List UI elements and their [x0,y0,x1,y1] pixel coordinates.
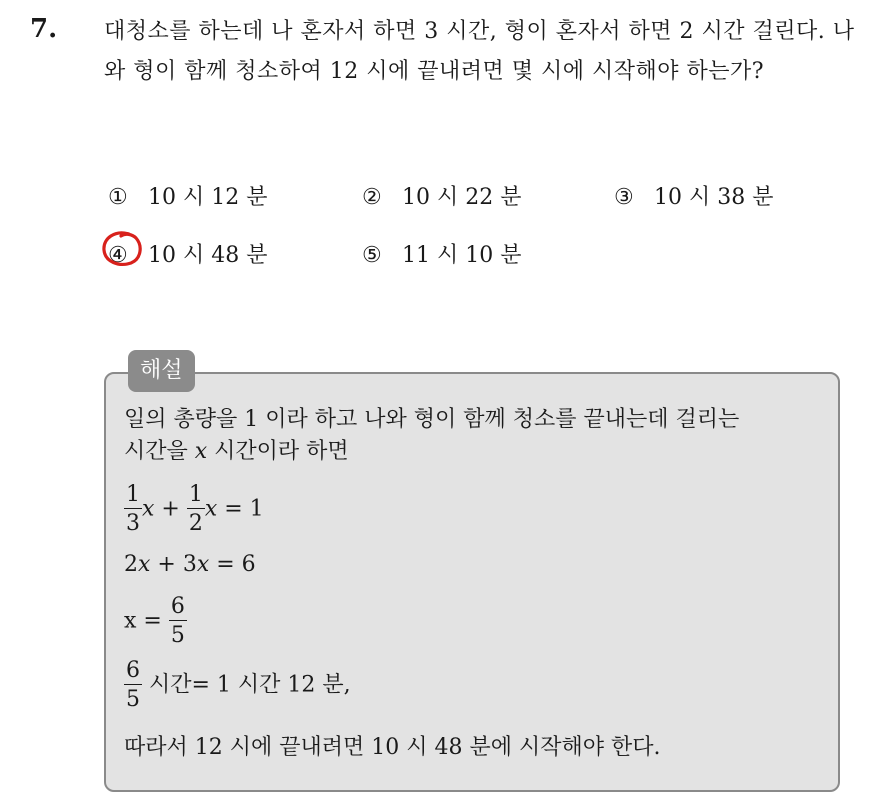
solution-intro-line1: 일의 총량을 1 이라 하고 나와 형이 함께 청소를 끝내는데 걸리는 [124,407,740,432]
choice-1[interactable] [108,180,267,211]
fraction: $\frac{1}{2}$ [188,482,203,536]
choice-label: 10 시 22 분 [402,185,522,210]
solution-tag: 해설 [128,350,195,392]
choice-2[interactable] [362,180,521,211]
choice-label: 10 시 48 분 [148,243,268,268]
solution-intro-line2: 시간을 x 시간이라 하면 [124,439,349,464]
choice-5[interactable] [362,238,521,269]
solution-intro [124,404,834,468]
answer-circle-icon [99,228,147,270]
equation-3: x = $\frac{6}{5}$ [124,594,185,648]
choice-marker: ④ [108,243,128,268]
equation-2: 2x + 3x = 6 [124,552,256,577]
choice-marker: ⑤ [362,243,382,268]
choice-marker: ② [362,185,382,210]
question-text: 대청소를 하는데 나 혼자서 하면 3 시간, 형이 혼자서 하면 2 시간 걸린다. 나와 형이 함께 청소하여 12 시에 끝내려면 몇 시에 시작해야 하는가? [104,19,855,84]
equation-4: $\frac{6}{5}$ 시간= 1 시간 12 분, [126,658,351,712]
equation-1: $\frac{1}{3}$ x + $\frac{1}{2}$ x = 1 [126,482,264,536]
variable-x: x [194,439,208,464]
fraction: $\frac{6}{5}$ [170,594,185,648]
choice-label: 10 시 12 분 [148,185,268,210]
choice-label: 11 시 10 분 [402,243,522,268]
fraction: $\frac{1}{3}$ [126,482,140,536]
choice-marker: ① [108,185,128,210]
question-number: 7. [30,14,58,44]
choice-marker: ③ [614,185,634,210]
solution-conclusion: 따라서 12 시에 끝내려면 10 시 48 분에 시작해야 한다. [124,735,661,760]
choice-label: 10 시 38 분 [654,185,774,210]
choice-3[interactable] [614,180,773,211]
fraction: $\frac{6}{5}$ [126,658,140,712]
